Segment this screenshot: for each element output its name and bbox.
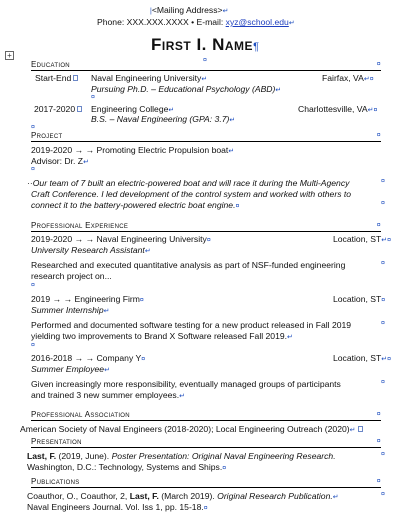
email-link[interactable]: xyz@school.edu (225, 17, 289, 27)
association-section-header: Professional Association ¤ (31, 410, 381, 421)
presentation-section-header: Presentation ¤ (31, 437, 381, 448)
exp-1-location: Location, ST↵¤ (333, 234, 392, 244)
project-desc-line-2: Craft Conference. I led development of the control system and worked with others to (31, 189, 352, 199)
exp-2-desc-2: yielding two improvements to Brand X Software released Fall 2019.↵ (31, 331, 293, 341)
exp-3-line: 2016-2018 → → Company Y¤ (31, 353, 146, 363)
publication-line-2: Naval Engineers Journal. Vol. Iss 1, pp. 15-18.¤ (27, 502, 208, 512)
exp-1-line: 2019-2020 → → Naval Engineering University¤ (31, 234, 211, 244)
publication-line-1: Coauthor, O., Coauthor, 2, Last, F. (March 2019). Original Research Publication.↵ (27, 491, 339, 501)
presentation-line-1: Last, F. (2019, June). Poster Presentation: Original Naval Engineering Research. (27, 451, 336, 461)
exp-3-desc-1: Given increasingly more responsibility, eventually managed groups of participants (31, 379, 341, 389)
edu-1-school: Naval Engineering University↵ (91, 73, 208, 83)
exp-1-role: University Research Assistant↵ (31, 245, 151, 255)
exp-2-desc-1: Performed and documented software testing for a new product released in Fall 2019 (31, 320, 352, 330)
table-move-handle[interactable]: + (5, 51, 14, 60)
edu-1-dates: Start-End (35, 73, 78, 83)
edu-2-location: Charlottesville, VA↵¤ (298, 104, 378, 114)
exp-3-role: Summer Employee↵ (31, 364, 110, 374)
publications-section-header: Publications ¤ (31, 477, 381, 488)
edu-1-degree: Pursuing Ph.D. – Educational Psychology (ABD)↵ (91, 84, 282, 94)
candidate-name: First I. Name¶ (151, 35, 260, 54)
edu-1-location: Fairfax, VA↵¤ (322, 73, 374, 83)
experience-section-header: Professional Experience ¤ (31, 221, 381, 232)
association-text: American Society of Naval Engineers (2018-2020); Local Engineering Outreach (2020)↵ (20, 424, 363, 435)
edu-2-school: Engineering College↵ (91, 104, 175, 114)
project-section-header: Project ¤ (31, 131, 381, 142)
project-desc-line-3: connect it to the battery-powered electric boat engine.¤ (31, 200, 240, 210)
exp-3-location: Location, ST↵¤ (333, 353, 392, 363)
exp-1-desc-1: Researched and executed quantitative analysis as part of NSF-funded engineering (31, 260, 346, 270)
exp-2-line: 2019 → → Engineering Firm¤ (31, 294, 144, 304)
contact-line: Phone: XXX.XXX.XXXX • E-mail: xyz@school.edu↵ (97, 17, 295, 27)
exp-2-role: Summer Internship↵ (31, 305, 110, 315)
education-section-header: Education ¤ (31, 60, 381, 71)
project-desc-line-1: ··Our team of 7 built an electric-powered boat and will race it during the Multi-Agency (27, 178, 350, 188)
project-advisor: Advisor: Dr. Z↵ (31, 156, 89, 166)
presentation-line-2: Washington, D.C.: Technology, Systems and Ships.¤ (27, 462, 227, 472)
exp-3-desc-2: and trained 3 new summer employees.↵ (31, 390, 185, 400)
edu-2-degree: B.S. – Naval Engineering (GPA: 3.7)↵ (91, 114, 236, 124)
exp-2-location: Location, ST¤ (333, 294, 386, 304)
edu-2-dates: 2017-2020 (34, 104, 82, 114)
project-title-line: 2019-2020 → → Promoting Electric Propulsion boat↵ (31, 145, 235, 155)
exp-1-desc-2: research project on... (31, 271, 112, 281)
mailing-address: |<Mailing Address>↵ (150, 5, 229, 15)
